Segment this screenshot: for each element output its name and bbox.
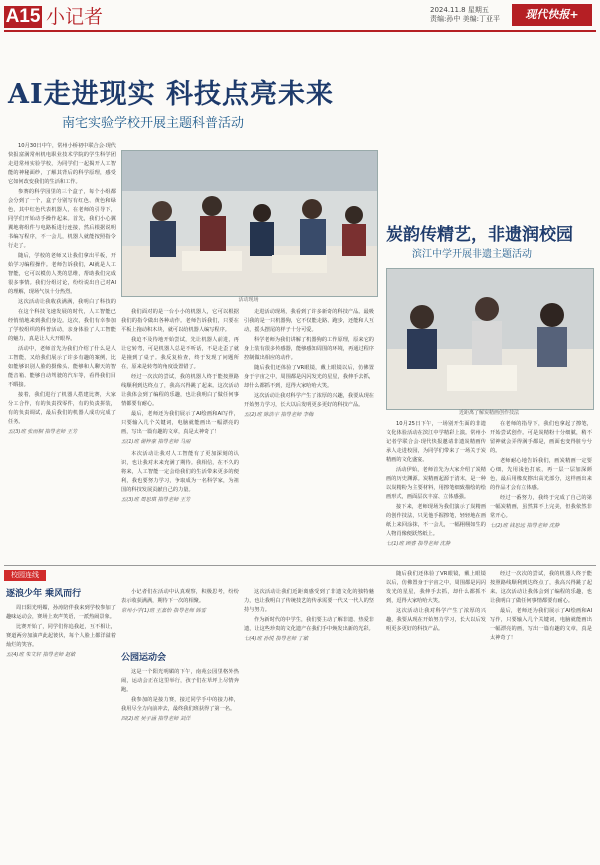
- bottom-article-3: [121, 588, 239, 648]
- paragraph: 最后，老师还为我们展示了AI绘画和AI写作，只要输入几个关键词，电脑就能画出一幅漂亮的画，写出一篇有趣的文章，真是太神奇了！: [490, 608, 592, 641]
- lead-photo-caption: 活动现场: [238, 297, 259, 303]
- paragraph: 10月30日中午，常州小桥初中联合会·现代快报富满常州机电职业技术学院的学生科学团走进常州实验学校，为同学们一起揭开人工智能的神秘面纱，了解其背后的科学原理，感受它如何改变我们的生活和工作。: [8, 143, 116, 185]
- lead-headline: AI走进现实 科技点亮未来: [8, 79, 334, 110]
- lead-photo: [121, 150, 378, 297]
- paragraph: 经过一次次的尝试，我的机器人终于能按照路线顺利到达终点了，我高兴得跳了起来。这次活动让我体会到了编程的乐趣，也让我明白了做任何事情都要有耐心。: [490, 571, 592, 604]
- paragraph: 10月25日下午，一场别开生面的非遗文化体验活动在滨江中学精彩上演。常州小记者学联合会·现代快报邀请非遗炭精画传承人走进校园，为同学们带来了一场关于炭精画的文化盛宴。: [386, 421, 486, 463]
- paragraph: 这次活动让我对科学产生了浓厚的兴趣，我要从现在开始努力学习，长大以后发明更多更好的科技产品。: [386, 608, 486, 632]
- second-column-1: [386, 420, 486, 560]
- byline: 五(1)班 谢梓豪 指导老师 马丽: [121, 439, 191, 445]
- paragraph: 小记者们在活动中认真观察，积极思考，纷纷表示收获满满，期待下一次的相聚。: [121, 589, 239, 604]
- paragraph: 经过一次次的尝试，我的机器人终于能按照路线顺利到达终点了，我高兴得跳了起来。这次活动让我体会到了编程的乐趣，也让我明白了做任何事情都要有耐心。: [121, 374, 239, 407]
- page-code: A15: [5, 6, 41, 27]
- classroom-photo-icon: [122, 151, 377, 296]
- paragraph: 活动伊始，老师首先为大家介绍了炭精画的历史渊源。炭精画起源于清末，是一种以炭精粉为主要材料，用擦笔细致描绘的绘画形式，画面层次丰富、立体感强。: [386, 467, 486, 500]
- date-line: 2024.11.8 星期五: [430, 6, 489, 14]
- byline: 七(2)班 钱思远 指导老师 沈静: [490, 523, 560, 529]
- paragraph: 本次活动让我对人工智能有了更加深刻的认识，也让我对未来充满了期待。我相信，在不久的将来，人工智能一定会给我们的生活带来更多的便利，我也要努力学习，争取成为一名科学家，为祖国的科技发展贡献自己的力量。: [121, 451, 239, 493]
- paragraph: 在这个科技飞速发展的时代，人工智能已经悄悄地来到我们身边。这次，我们有幸参加了学校组织的科普活动，亲身体验了人工智能的魅力，真是让人大开眼界。: [8, 309, 116, 342]
- bottom-article-2: [121, 668, 239, 858]
- paragraph: 经过一番努力，我终于完成了自己的第一幅炭精画，虽然算不上完美，但我依然非常开心。: [490, 495, 592, 519]
- paragraph: 这是一个阳光明媚的下午，南苑公园里格外热闹，运动会正在这里举行，孩子们在草坪上尽情奔跑。: [121, 669, 239, 693]
- paragraph: 作为新时代的中学生，我们要主动了解非遗、热爱非遗，让这些珍贵的文化遗产在我们手中焕发出新的光彩。: [244, 617, 374, 632]
- second-photo: [386, 268, 594, 410]
- byline: 七(1)班 顾睿 指导老师 沈静: [386, 541, 451, 547]
- byline: 五(4)班 朱文轩 指导老师 赵敏: [6, 652, 76, 658]
- paragraph: 老师耐心地告诉我们，画炭精画一定要心细，先用浅色打底，再一层一层加深颜色，最后用橡皮擦出高光部分，这样画出来的作品才会有立体感。: [490, 458, 592, 491]
- paragraph: 我参加的是接力赛，接过同学手中的接力棒，我用尽全力向前冲去，最终我们班获得了第一名。: [121, 697, 239, 712]
- lead-column-1: [8, 142, 116, 307]
- byline: 五(3)班 张雨桐 指导老师 王芳: [8, 429, 78, 435]
- bottom-column-3: [244, 588, 374, 858]
- masthead-rule: [4, 30, 596, 32]
- paragraph: 我们面对的是一台小小的机器人，它可以根据我们的指令做出各种动作。老师告诉我们，只要在平板上拖动积木块，就可以给机器人编写程序。: [121, 309, 239, 333]
- bottom-article-1: [6, 604, 116, 859]
- paragraph: 这次活动让我对科学产生了浓厚的兴趣，我要从现在开始努力学习，长大以后发明更多更好的科技产品。: [244, 393, 374, 408]
- paragraph: 接下来，老师现场为我们演示了炭精画的创作技法，只见他手握擦笔，轻轻地在画纸上来回涂抹，不一会儿，一幅栩栩如生的人物肖像便跃然纸上。: [386, 504, 486, 537]
- second-subheadline: 滨江中学开展非遗主题活动: [412, 249, 532, 260]
- paragraph: 走进活动现场，我看到了许多新奇的科技产品。最吸引我的是一只机器狗，它不仅能走路、跑步，还能和人互动，摇头摆尾的样子十分可爱。: [244, 309, 374, 333]
- bottom-column-4: [386, 570, 486, 858]
- masthead-info: [430, 6, 500, 24]
- byline: 四(2)班 吴子涵 指导老师 刘洋: [121, 716, 191, 722]
- paragraph: 随后，学校的老师又让我们拿出平板，开始学习编程操作。老师告诉我们，AI就是人工智能，它可以模仿人类的思维，帮助我们完成很多事情。我们分组讨论，纷纷说出自己对AI的理解，现场气氛十分热烈。: [8, 253, 116, 295]
- paragraph: 随后我们还体验了VR眼镜，戴上眼镜以后，仿佛置身于宇宙之中，周围都是闪闪发光的星星，我伸手去抓，却什么都抓不到，逗得大家哈哈大笑。: [244, 365, 374, 389]
- section-title: 小记者: [46, 6, 104, 28]
- paragraph: 随后我们还体验了VR眼镜，戴上眼镜以后，仿佛置身于宇宙之中，周围都是闪闪发光的星星，我伸手去抓，却什么都抓不到，逗得大家哈哈大笑。: [386, 571, 486, 604]
- paragraph: 我迫不及待地开始尝试，先让机器人前进，再让它转弯，可是机器人总是不听话，不是走歪了就是撞到了桌子。我反复检查，终于发现了问题所在，原来是转弯的角度设置错了。: [121, 337, 239, 370]
- paragraph: 接着，我们进行了机器人搭建比赛，大家分工合作，有的负责找零件，有的负责拼装，有的负责调试，最后我们的机器人成功完成了任务。: [8, 392, 116, 425]
- bottom-article-1-title: 逐浪少年 乘风而行: [6, 589, 82, 599]
- second-photo-caption: 近距离了解炭精画创作技法: [458, 410, 519, 416]
- paragraph: 参赛的科学园里的三个盒子，每个小组都会分到了一个，盒子分别写有红色、黄色和绿色，其中红色代表机器人，在老师的引导下，同学们开始动手操作起来。首先，我们小心翼翼地将组件与电路板进行连接，然后根据说明书编写程序，不一会儿，机器人就能按照指令行走了。: [8, 189, 116, 249]
- paragraph: 比赛开始了，同学们你追我赶，互不相让，赛道两旁加油声此起彼伏，每个人脸上都洋溢着灿烂的笑容。: [6, 624, 116, 648]
- byline: 五(2)班 陈浩宇 指导老师 李梅: [244, 412, 314, 418]
- second-headline: 炭韵传精艺，非遗润校园: [386, 225, 573, 245]
- byline: 常州小学(1)班 王嘉怡 指导老师 韩雪: [121, 608, 206, 614]
- byline: 五(3)班 周思琪 指导老师 王芳: [121, 497, 191, 503]
- lead-column-1b: [8, 308, 116, 558]
- lead-column-3: [244, 308, 374, 558]
- lead-column-2: [121, 308, 239, 558]
- editor-line: 责编:孙中 美编:丁亚平: [430, 15, 500, 23]
- section-divider: [4, 565, 596, 566]
- byline: 七(4)班 孙悦 指导老师 丁敏: [244, 636, 309, 642]
- bottom-column-5: [490, 570, 592, 858]
- second-column-2: [490, 420, 592, 560]
- art-class-photo-icon: [387, 269, 593, 409]
- paragraph: 这次活动让我收获满满，我明白了科技的: [18, 299, 116, 305]
- paragraph: 在老师的指导下，我们也拿起了擦笔，开始尝试创作。可是炭精粉十分细腻，稍不留神就会弄得满手都是，画面也变得脏兮兮的。: [490, 421, 592, 454]
- paragraph: 这次活动让我们近距离感受到了非遗文化的独特魅力，也让我明白了传统技艺的传承需要一代又一代人的坚持与努力。: [244, 589, 374, 613]
- paragraph: 最后，老师还为我们展示了AI绘画和AI写作，只要输入几个关键词，电脑就能画出一幅漂亮的画，写出一篇有趣的文章，真是太神奇了！: [121, 411, 239, 435]
- paragraph: 科学老师为我们讲解了机器狗的工作原理，原来它的身上装有很多传感器，能够感知周围的环境，再通过程序控制做出相应的动作。: [244, 337, 374, 361]
- lead-subheadline: 南宅实验学校开展主题科普活动: [62, 116, 245, 131]
- newspaper-logo: 现代快报+: [512, 4, 592, 26]
- bottom-article-2-title: 公园运动会: [121, 653, 167, 663]
- paragraph: 活动中，老师首先为我们介绍了什么是人工智能，又给我们展示了许多有趣的案例，比如能够识别人脸的摄像头、能够和人聊天的智能音箱、能够自动驾驶的汽车等，看得我们目不暇接。: [8, 346, 116, 388]
- paragraph: 周日阳光明媚，孙涛陪伴我来到学校参加了趣味运动会，赛场上欢声笑语，一派热闹景象。: [6, 605, 116, 620]
- section-label: 校园连线: [4, 570, 46, 581]
